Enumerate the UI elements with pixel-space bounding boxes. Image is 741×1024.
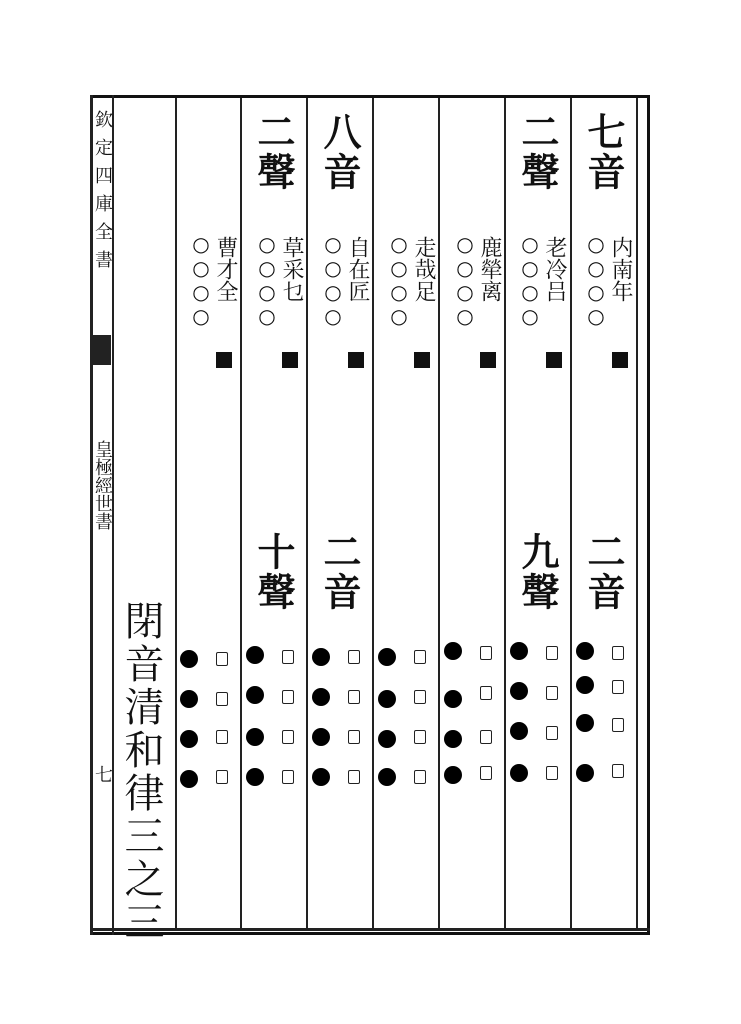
filled-circle (576, 642, 594, 660)
open-square (348, 650, 360, 664)
open-circles: ○○○○ (387, 232, 411, 328)
filled-circle (180, 650, 198, 668)
syllable-group: 老冷吕 (542, 236, 567, 302)
filled-circle (378, 648, 396, 666)
col-rule (306, 98, 308, 928)
col-rule (570, 98, 572, 928)
heading-two-tones: 二音 (317, 532, 362, 612)
filled-square-mark (480, 352, 496, 368)
filled-circle (510, 642, 528, 660)
page-frame (90, 95, 650, 935)
filled-circle (444, 642, 462, 660)
filled-circle (180, 770, 198, 788)
heading-eight-tones: 八音 (317, 112, 362, 192)
filled-circle (312, 648, 330, 666)
open-square (546, 726, 558, 740)
open-square (216, 692, 228, 706)
open-square (414, 690, 426, 704)
open-square (612, 646, 624, 660)
filled-circle (576, 764, 594, 782)
filled-circle (246, 686, 264, 704)
filled-circle (576, 714, 594, 732)
heading-ten-sounds: 十聲 (251, 532, 296, 612)
syllable-group: 自在匠 (345, 236, 370, 302)
syllable-group: 鹿犖离 (477, 236, 502, 302)
filled-circle (444, 766, 462, 784)
folio-number: 七 (92, 765, 113, 783)
filled-circle (378, 768, 396, 786)
open-square (546, 686, 558, 700)
heading-two-sounds: 二聲 (251, 112, 296, 192)
filled-square-mark (216, 352, 232, 368)
fishtail-mark (91, 335, 111, 365)
filled-circle (312, 768, 330, 786)
open-square (282, 690, 294, 704)
filled-square-mark (546, 352, 562, 368)
filled-circle (378, 730, 396, 748)
heading-seven-tones: 七音 (581, 112, 626, 192)
filled-square-mark (348, 352, 364, 368)
filled-square-mark (282, 352, 298, 368)
col-rule (504, 98, 506, 928)
filled-circle (312, 688, 330, 706)
open-square (480, 646, 492, 660)
filled-circle (246, 646, 264, 664)
filled-circle (510, 722, 528, 740)
margin-book-title: 欽定四庫全書 (92, 110, 113, 278)
col-rule (240, 98, 242, 928)
heading-two-tones: 二音 (581, 532, 626, 612)
open-square (282, 770, 294, 784)
open-square (216, 730, 228, 744)
open-square (282, 730, 294, 744)
open-square (480, 686, 492, 700)
syllable-group: 内南年 (608, 236, 633, 302)
col-rule (372, 98, 374, 928)
filled-square-mark (612, 352, 628, 368)
filled-circle (378, 690, 396, 708)
filled-circle (510, 682, 528, 700)
filled-circle (180, 690, 198, 708)
open-square (348, 730, 360, 744)
syllable-group: 走哉足 (411, 236, 436, 302)
filled-circle (246, 768, 264, 786)
filled-circle (576, 676, 594, 694)
open-square (612, 718, 624, 732)
open-circles: ○○○○ (255, 232, 279, 328)
open-square (612, 764, 624, 778)
open-square (216, 652, 228, 666)
col-rule (175, 98, 177, 928)
filled-circle (510, 764, 528, 782)
open-square (282, 650, 294, 664)
open-circles: ○○○○ (189, 232, 213, 328)
filled-circle (444, 690, 462, 708)
filled-circle (246, 728, 264, 746)
col-rule (636, 98, 638, 928)
open-square (348, 770, 360, 784)
margin-work-title: 皇極經世書 (92, 440, 113, 530)
open-square (414, 650, 426, 664)
col-rule (438, 98, 440, 928)
filled-circle (444, 730, 462, 748)
heading-nine-sounds: 九聲 (515, 532, 560, 612)
open-square (414, 770, 426, 784)
syllable-group: 草采乜 (279, 236, 304, 302)
open-square (480, 730, 492, 744)
open-circles: ○○○○ (584, 232, 608, 328)
filled-square-mark (414, 352, 430, 368)
open-square (414, 730, 426, 744)
open-circles: ○○○○ (321, 232, 345, 328)
heading-two-sounds: 二聲 (515, 112, 560, 192)
filled-circle (180, 730, 198, 748)
open-square (546, 646, 558, 660)
page-title: 閉音清和律三之三 (118, 600, 164, 944)
open-circles: ○○○○ (518, 232, 542, 328)
open-square (480, 766, 492, 780)
syllable-group: 曹才全 (213, 236, 238, 302)
open-square (348, 690, 360, 704)
open-square (612, 680, 624, 694)
bottom-rule (90, 928, 650, 931)
open-circles: ○○○○ (453, 232, 477, 328)
open-square (216, 770, 228, 784)
filled-circle (312, 728, 330, 746)
open-square (546, 766, 558, 780)
